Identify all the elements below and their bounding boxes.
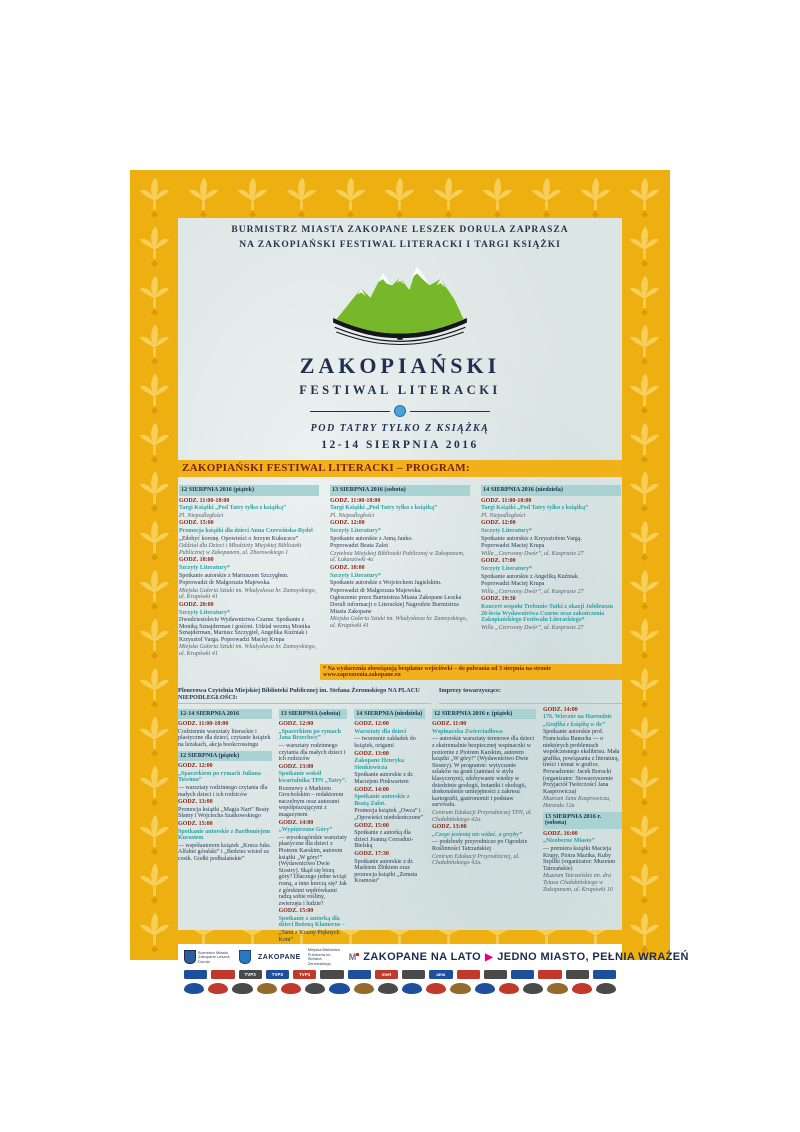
sponsor-logo — [538, 970, 561, 979]
program-line-time: GODZ. 11:00-18:00 — [178, 721, 229, 728]
mountains-open-book-logo — [330, 261, 470, 347]
slogan-part-1: ZAKOPANE NA LATO — [363, 951, 482, 964]
sponsor-logo — [426, 983, 446, 994]
program-line-day: 13 SIERPNIA 2016 r. (sobota) — [543, 812, 622, 829]
program-line-time: GODZ. 12:00 — [354, 721, 389, 728]
events-col-friday — [432, 707, 536, 945]
program-line-time: GODZ. 14:00 — [542, 706, 578, 713]
program-line-time: GODZ. 11:00 — [431, 721, 467, 728]
sponsor-logo — [547, 983, 567, 994]
program-line-title: Koncert zespołu Trebunie-Tutki z okazji Jubileuszu 20-lecia Wydawnictwa Czarne oraz zakończenia Zakopiańskiego Festiwalu Literackiego* — [481, 603, 613, 624]
events-col-harenda — [543, 707, 622, 945]
festival-dates: 12-14 SIERPNIA 2016 — [321, 439, 479, 451]
program-line-title: „Nieobecne Miasto” — [542, 838, 595, 845]
program-line-text: — współautorem książek „Kruca fuks. Alfabet góralski” i „Bedzies wisioł za cosik. Godki podhalańskie” — [178, 842, 272, 862]
program-line-time: GODZ. 18:00 — [330, 564, 365, 571]
program-line-text: Spotkanie autorskie z Angeliką Kuźniak. — [481, 573, 580, 580]
program-line-time: GODZ. 11:00-18:00 — [179, 497, 230, 504]
program-line-venue: Pl. Niepodległości — [179, 512, 224, 519]
sponsor-logo — [523, 983, 543, 994]
program-line-text: Dwudziestolecie Wydawnictwa Czarne. Spotkanie z Moniką Sznajderman i gośćmi. Udział wezmą Monika Sznajderman, Mariusz Szczygieł, Angelika Kuźniak i Krzysztof Varga. Poprowadzi Maciej Krupa — [179, 617, 311, 643]
sponsor-logo — [499, 983, 519, 994]
program-line-title: Targi Książki „Pod Tatry tylko z książką” — [481, 505, 589, 512]
sponsor-logo — [484, 970, 507, 979]
program-line-title: Szczyty Literatury* — [330, 527, 381, 534]
program-line-time: GODZ. 18:00 — [179, 557, 214, 564]
program-line-venue: Willa „Czerwony Dwór”, ul. Kasprusie 27 — [481, 550, 584, 557]
invitation-line-2: NA ZAKOPIAŃSKI FESTIWAL LITERACKI I TARGI KSIĄŻKI — [239, 240, 561, 250]
program-line-time: GODZ. 16:00 — [542, 830, 578, 837]
program-line-text: — tworzenie zakładek do książek, origami — [354, 736, 416, 750]
reading-col-13 — [279, 707, 348, 945]
partner-mayor — [184, 950, 232, 964]
sponsor-logo — [402, 970, 425, 979]
program-line-venue: Willa „Czerwony Dwór”, ul. Kasprusie 27 — [481, 588, 584, 595]
program-line-text: — autorskie warsztaty terenowe dla dzieci z ekstremalnie bezpiecznej wspinaczki w poziomie z Piotrem Karskim, autorem książki „W góry!” (Wydawnictwo Dwie Siostry). W programie: wytyczanie szlaków na grani (zamiast w stylu klasycznym), zdobywanie wiedzy w dziedzinie geologii, botaniki i ekologii, doskonalenie umiejętności z zakresu kartografii, gastronomii i podstaw survivalu. — [431, 736, 535, 809]
program-line-title: Wspinaczka Zwierciadłowa — [431, 728, 503, 735]
program-heading-band: ZAKOPIAŃSKI FESTIWAL LITERACKI – PROGRAM: — [178, 460, 622, 477]
zakopane-wordmark: ZAKOPANE — [258, 953, 301, 961]
slogan-part-2: JEDNO MIASTO, PEŁNIA WRAŻEŃ — [497, 951, 689, 964]
festival-logo-block — [178, 261, 622, 451]
sponsor-logo — [257, 983, 277, 994]
lower-columns — [178, 704, 622, 945]
program-line-venue: Willa „Czerwony Dwór”, ul. Kasprusie 27 — [481, 624, 584, 631]
program-line-text: Spotkanie autorskie z Wojciechem Jagielskim. — [330, 580, 442, 587]
program-line-time: GODZ. 17:30 — [354, 850, 389, 857]
program-line-time: GODZ. 19:30 — [481, 596, 516, 603]
program-line-day: 12 SIERPNIA 2016 (piątek) — [179, 485, 319, 496]
program-line-day: 13 SIERPNIA 2016 (sobota) — [330, 485, 470, 496]
sponsor-logo: TVP3 — [239, 970, 262, 979]
sponsor-logo — [232, 983, 252, 994]
program-line-title: „Wypiętrzone Góry” — [278, 827, 333, 834]
festival-motto: POD TATRY TYLKO Z KSIĄŻKĄ — [310, 423, 490, 434]
program-line-text: Spotkanie autorskie z Krzysztofem Vargą. — [481, 535, 582, 542]
program-line-text: Promocja książki „Magia Nart” Beaty Słamy i Wojciecha Szatkowskiego — [178, 806, 270, 820]
program-line-day: 12 SIERPNIA 2016 r. (piątek) — [432, 709, 536, 720]
program-line-time: GODZ. 11:00-18:00 — [330, 497, 381, 504]
sponsor-logo — [211, 970, 234, 979]
open-air-reading-heading: Plenerowa Czytelnia Miejskiej Biblioteki Publicznej im. Stefana Żeromskiego NA PLACU NIEPODLEGŁOŚCI: — [178, 687, 431, 704]
program-line-time: GODZ. 12:00 — [278, 721, 314, 728]
program-line-text: Ogłoszenie przez Burmistrza Miasta Zakopane Leszka Doruli informacji o Literackiej Nagrodzie Burmistrza Miasta Zakopane — [330, 595, 462, 615]
program-day-saturday — [330, 483, 470, 659]
program-line-time: GODZ. 15:00 — [354, 822, 389, 829]
mayor-invitation — [178, 223, 622, 253]
play-triangle-icon: ▶ — [485, 951, 494, 963]
sponsor-footer — [178, 944, 689, 999]
program-day-sunday — [481, 483, 621, 659]
sponsor-logo: onet — [375, 970, 398, 979]
program-line-time: GODZ. 15:00 — [179, 520, 214, 527]
program-line-text: Poprowadzi Beata Zalot — [330, 543, 388, 550]
program-line-text: Poprowadzi dr Małgorzata Majewska. — [179, 580, 271, 587]
program-line-text: — podchody przyrodnicze po Ogrodzie Roślinności Tatrzańskiej — [431, 839, 528, 852]
divider-line-right — [410, 411, 490, 412]
program-line-time: GODZ. 13:00 — [431, 824, 467, 831]
program-line-venue: Czytelnia Miejskiej Biblioteki Publicznej w Zakopanem, ul. Łukaszówki 4a — [330, 550, 465, 564]
program-line-time: GODZ. 12:00 — [178, 763, 213, 770]
program-line-day: 12-14 SIERPNIA 2016 — [178, 709, 272, 720]
program-line-venue: Pl. Niepodległości — [330, 512, 375, 519]
program-line-title: „Spacerkiem po rymach Jana Brzechwy” — [278, 728, 341, 742]
festival-title: ZAKOPIAŃSKI — [299, 353, 501, 378]
zakopane-herb-icon — [239, 950, 251, 964]
program-line-time: GODZ. 17:00 — [481, 558, 516, 565]
sponsor-logo: ams — [429, 970, 452, 979]
city-slogan — [363, 951, 689, 963]
program-line-time: GODZ. 11:00-18:00 — [481, 497, 532, 504]
sponsor-logo — [378, 983, 398, 994]
reading-col-14 — [354, 707, 425, 945]
sponsor-logos-row-1 — [184, 970, 616, 979]
program-day-friday — [179, 483, 319, 659]
program-line-title: Spotkanie autorskie z Beatą Zalot. — [354, 794, 410, 807]
program-line-text: Poprowadzi Maciej Krupa — [481, 581, 545, 588]
sponsor-logo — [329, 983, 349, 994]
partner-zakopane — [258, 954, 301, 961]
sponsor-logo — [305, 983, 325, 994]
sponsor-logo — [348, 970, 371, 979]
program-line-time: GODZ. 12:00 — [481, 520, 516, 527]
partner-mayor-label: Burmistrz Miasta Zakopane Leszek Dorula — [198, 949, 230, 964]
program-line-text: — premiera książki Macieja Krupy, Piotra Mazika, Kuby Szpilki (organizator: Muzeum Tatrzańskie) — [542, 845, 616, 872]
program-line-venue: Miejska Galeria Sztuki im. Władysława hr. Zamoyskiego, ul. Krupówki 41 — [179, 587, 317, 601]
program-line-time: GODZ. 13:00 — [178, 799, 213, 806]
program-line-title: Szczyty Literatury* — [330, 572, 381, 579]
program-line-day: 14 SIERPNIA 2016 (niedziela) — [481, 485, 621, 496]
program-line-title: Targi Książki „Pod Tatry tylko z książką” — [330, 505, 438, 512]
sponsor-logo — [566, 970, 589, 979]
program-line-time: GODZ. 14:00 — [354, 786, 389, 793]
sponsor-logo — [596, 983, 616, 994]
program-line-text: — warsztaty rodzinnego czytania dla małych dzieci i ich rodziców — [278, 743, 346, 763]
sponsor-logo — [511, 970, 534, 979]
partner-library — [308, 948, 342, 966]
program-line-title: Spotkanie wokół kwartalnika TPN „Tatry”. — [278, 771, 347, 784]
program-line-text: — wysokogórskie warsztaty plastyczne dla dzieci z Piotrem Karskim, autorem książki „W góry!” (Wydawnictwo Dwie Siostry). Skąd się biorą góry? Dlaczego jedne wciąż rosną, a inne kurczą się? Jak z górskimi wędrówkami radzą sobie rośliny, zwierzęta i ludzie? — [278, 834, 347, 907]
program-line-time: GODZ. 20:00 — [179, 601, 214, 608]
city-crest-icon — [184, 950, 196, 964]
program-line-venue: Muzeum Jana Kasprowicza, Harenda 12a — [542, 796, 611, 809]
program-line-time: GODZ. 15:00 — [178, 820, 213, 827]
sponsor-logo — [402, 983, 422, 994]
sponsor-logo — [320, 970, 343, 979]
program-line-day: 14 SIERPNIA (niedziela) — [354, 709, 425, 720]
program-line-venue: Miejska Galeria Sztuki im. Władysława hr. Zamoyskiego, ul. Krupówki 41 — [179, 644, 317, 658]
sponsor-logo — [450, 983, 470, 994]
poster-inner-panel — [178, 218, 689, 978]
program-line-title: Warsztaty dla dzieci — [354, 728, 407, 735]
sponsor-logo — [354, 983, 374, 994]
program-line-text: Spotkanie autorskie prof. Franciszka Bunscha — o niektórych problemach współczesnego ekslibrisu. Mała grafika, powiązania z literaturą, treści i temat w grafice. Prowadzenie: Jacek Borucki (organizator: Stowarzyszenie Przyjaciół Twórczości Jana Kasprowicza) — [542, 729, 620, 795]
library-logo-label: Miejska Biblioteka Publiczna im. Stefana Żeromskiego — [307, 947, 340, 966]
program-line-text: Spotkanie z autorką dla dzieci Joanną Corradini-Bielską — [354, 830, 414, 850]
sponsor-logo: TVP3 — [266, 970, 289, 979]
divider-circle-icon — [394, 405, 406, 417]
program-line-time: GODZ. 13:00 — [354, 750, 389, 757]
program-line-title: „Spacerkiem po rymach Juliana Tuwima” — [178, 770, 261, 784]
program-line-text: Rozmowy z Markiem Grocholskim – redaktorem naczelnym oraz autorami współpracującymi z magazynem — [278, 785, 344, 818]
program-line-venue: Muzeum Tatrzańskie im. dra Tytusa Chałubińskiego w Zakopanem, ul. Krupówki 10 — [542, 873, 613, 893]
sponsor-logos-row-2 — [184, 983, 616, 994]
program-line-venue: Pl. Niepodległości — [481, 512, 526, 519]
program-line-text: Spotkanie autorskie z dr. Markiem Żbikiem oraz promocja książki „Zemsta Kosmosu” — [354, 858, 418, 885]
program-line-title: Targi Książki „Pod Tatry tylko z książką” — [179, 505, 287, 512]
sponsor-logo — [457, 970, 480, 979]
partner-gallery — [349, 952, 357, 962]
program-line-venue: Centrum Edukacji Przyrodniczej TPN, ul. Chałubińskiego 42a. — [431, 809, 533, 823]
program-line-titlei: „Grafika z książką w tle” — [542, 721, 605, 728]
divider-line-left — [310, 411, 390, 412]
sponsor-logo — [572, 983, 592, 994]
footer-top-row — [184, 947, 689, 966]
program-line-title: 176. Wieczór na Harendzie — [542, 714, 612, 721]
sponsor-logo — [281, 983, 301, 994]
program-line-title: Szczyty Literatury* — [481, 527, 532, 534]
program-line-text: Spotkanie autorskie z dr. Maciejem Pinkwartem — [354, 772, 414, 785]
program-line-title: Szczyty Literatury* — [481, 565, 532, 572]
program-line-day: 13 SIERPNIA (sobota) — [279, 709, 348, 720]
program-line-time: GODZ. 12:00 — [330, 520, 365, 527]
program-line-text: Poprowadzi Maciej Krupa — [481, 543, 545, 550]
program-line-venue: Miejska Galeria Sztuki im. Władysława hr. Zamoyskiego, ul. Krupówki 41 — [330, 616, 468, 629]
program-line-titlei: „Czego jesienią nie widać, a grzyby” — [431, 831, 522, 838]
program-line-title: Promocja książki dla dzieci Anna Czerwińska-Rydel — [179, 527, 313, 534]
sponsor-logo — [208, 983, 228, 994]
partner-herb — [239, 950, 251, 964]
accompanying-events-heading: Imprezy towarzyszące: — [439, 687, 622, 704]
program-columns — [178, 477, 622, 659]
program-line-title: Spotkanie z autorką dla dzieci Bożeną Klamerus – — [278, 915, 345, 929]
sponsor-logo: TVP3 — [293, 970, 316, 979]
program-line-text: Spotkanie autorskie z Mariuszem Szczygłem. — [179, 572, 289, 579]
sponsor-logo — [593, 970, 616, 979]
program-line-time: GODZ. 14:00 — [278, 819, 314, 826]
program-line-venue: Centrum Edukacji Przyrodniczej, ul. Chałubińskiego 42a. — [431, 853, 520, 867]
program-line-text: Promocja książek „Owca” i „Opowieści niedokończone” — [354, 808, 424, 821]
program-line-title: Spotkanie autorskie z Bartłomiejem Kurasiem — [178, 828, 271, 842]
free-tickets-note: * Na wydarzenia obowiązują bezpłatne wejściówki – do pobrania od 3 sierpnia na stronie www.zaproszenia.zakopane.eu — [320, 664, 622, 680]
program-line-title: Zakopane Henryka Sienkiewicza — [354, 758, 405, 771]
sponsor-logo — [475, 983, 495, 994]
program-line-text: „Zdobyć koronę. Opowieści o Jerzym Kukuczce” — [179, 535, 299, 542]
program-line-text: „Tami z Krainy Pięknych Koni” — [278, 930, 340, 943]
program-line-text: Codziennie warsztaty literackie i plastyczne dla dzieci, czytanie książek na leżakach, akcja bookcrossingu — [178, 728, 271, 749]
reading-col-12-14 — [178, 707, 272, 945]
sponsor-logo — [184, 983, 204, 994]
program-line-text: Spotkanie autorskie z Anną Janko. — [330, 535, 413, 542]
title-divider — [310, 405, 490, 417]
festival-poster — [130, 170, 689, 978]
program-line-time: GODZ. 15:00 — [278, 908, 314, 915]
m-gallery-logo: M — [348, 952, 357, 963]
program-line-venue: Oddział dla Dzieci i Młodzieży Miejskiej Biblioteki Publicznej w Zakopanem, ul. Zborowskiego 1 — [179, 543, 302, 556]
program-line-title: Szczyty Literatury* — [179, 564, 230, 571]
invitation-line-1: BURMISTRZ MIASTA ZAKOPANE LESZEK DORULA ZAPRASZA — [231, 225, 569, 235]
festival-subtitle: FESTIWAL LITERACKI — [299, 383, 501, 397]
program-line-day: 12 SIERPNIA (piątek) — [178, 751, 272, 762]
program-line-text: — warsztaty rodzinnego czytania dla małych dzieci i ich rodziców — [178, 785, 268, 798]
partner-logos — [184, 948, 356, 966]
sponsor-logo — [184, 970, 207, 979]
program-line-text: Poprowadzi dr Małgorzata Majewska. — [330, 587, 422, 594]
program-line-title: Szczyty Literatury* — [179, 609, 230, 616]
program-line-time: GODZ. 13:00 — [278, 763, 314, 770]
lower-section-headings — [178, 687, 622, 704]
